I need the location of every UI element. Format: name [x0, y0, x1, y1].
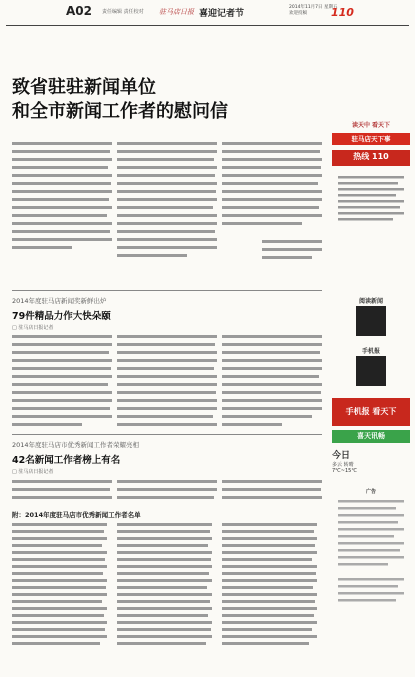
qr-code-icon — [356, 306, 386, 336]
mobile-news-label: 手机报 — [361, 348, 380, 355]
article2-kicker: 2014年度驻马店市优秀新闻工作者荣耀亮相 — [12, 441, 140, 449]
headline-line-2: 和全市新闻工作者的慰问信 — [12, 101, 228, 122]
article1-title: 79件精品力作大快朵颐 — [12, 311, 111, 322]
list-entries — [12, 521, 322, 651]
article2-title: 42名新闻工作者榜上有名 — [12, 455, 121, 466]
article1-byline: □ 驻马店日报记者 — [12, 325, 54, 331]
article2-body — [12, 478, 322, 508]
page-number: A02 — [66, 4, 92, 18]
green-banner: 喜天讯畅 — [332, 430, 410, 443]
section-title: 喜迎记者节 — [199, 9, 245, 19]
letter-body — [12, 140, 322, 290]
sidebar-hotline: 热线 110 — [332, 150, 410, 166]
main-headline — [12, 76, 312, 124]
hotline-logo: 110 — [331, 6, 354, 19]
list-title: 附：2014年度驻马店市优秀新闻工作者名单 — [12, 511, 141, 519]
sidebar-banner: 驻马店天下事 — [332, 133, 410, 145]
page-header — [6, 4, 409, 26]
mobile-promo: 手机报 看天下 — [332, 398, 410, 426]
letter-text-lines — [12, 140, 322, 290]
sidebar-slogan: 读天中 看天下 — [351, 122, 391, 129]
sidebar-footer-lines — [338, 498, 404, 658]
article2-byline: □ 驻马店日报记者 — [12, 469, 54, 475]
article1-text-lines — [12, 333, 322, 433]
sidebar-text-lines — [338, 174, 404, 264]
divider-1 — [12, 290, 322, 291]
weather-today: 今日 — [332, 451, 351, 461]
date-text: 2014年11月7日 星期五 — [289, 5, 338, 10]
right-sidebar — [328, 116, 414, 666]
issue-note: 欢迎投稿 — [289, 11, 307, 16]
read-news-label: 阅读新闻 — [358, 298, 383, 305]
weather-condition: 多云 转晴 — [332, 462, 354, 468]
article1-body — [12, 333, 322, 433]
paper-name: 驻马店日报 — [159, 8, 194, 16]
weather-temp: 7℃~15℃ — [332, 468, 357, 474]
divider-2 — [12, 434, 322, 435]
ad-label: 广告 — [365, 489, 376, 495]
qr-code-icon-2 — [356, 356, 386, 386]
article2-text-lines — [12, 478, 322, 508]
article1-kicker: 2014年度驻马店新闻奖新鲜出炉 — [12, 297, 107, 305]
headline-line-1: 致省驻驻新闻单位 — [12, 77, 156, 98]
editor-meta: 责任编辑 责任校对 — [102, 9, 144, 15]
award-list — [12, 510, 322, 655]
weather-box — [332, 448, 410, 474]
